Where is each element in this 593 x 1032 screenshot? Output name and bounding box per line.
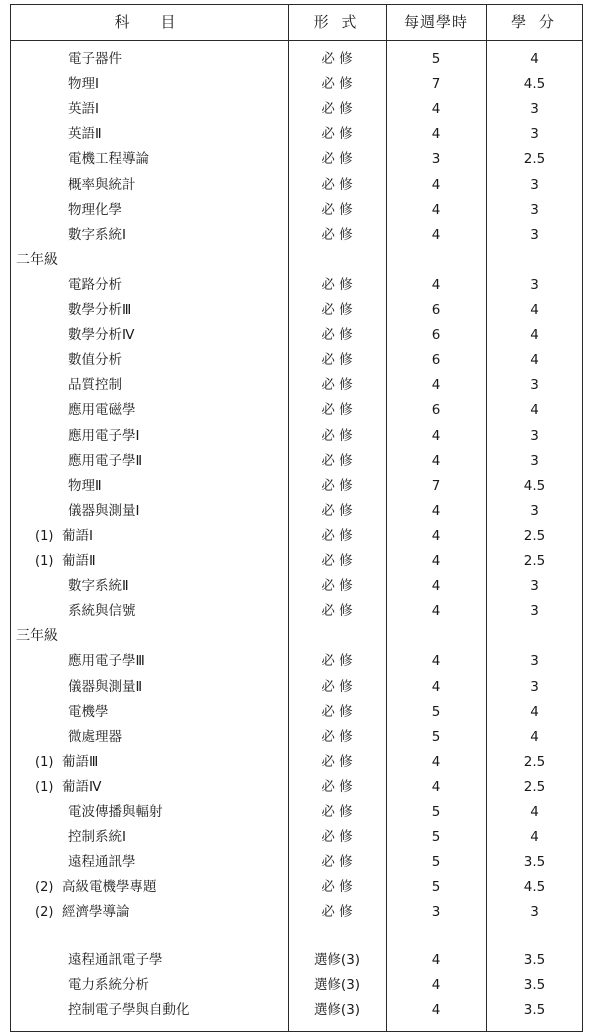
weekly-hours: 4 — [431, 276, 441, 293]
course-credits: 2.5 — [523, 553, 546, 569]
course-credits: 3.5 — [523, 1001, 546, 1018]
course-credits: 2.5 — [523, 778, 546, 795]
table-row — [10, 649, 583, 674]
weekly-hours: 3 — [431, 904, 441, 921]
table-row — [10, 323, 583, 348]
course-type: 必 修 — [321, 377, 353, 394]
table-row — [10, 599, 583, 624]
table-row — [10, 775, 583, 800]
weekly-hours: 4 — [431, 101, 441, 118]
weekly-hours: 6 — [431, 352, 441, 369]
table-row — [10, 398, 583, 423]
row-note: (1) — [35, 554, 54, 569]
table-row — [10, 875, 583, 900]
course-credits: 3.5 — [523, 951, 546, 968]
course-credits: 4 — [530, 804, 539, 820]
course-credits: 3 — [530, 578, 539, 595]
table-row — [10, 973, 583, 998]
course-credits: 2.5 — [523, 527, 546, 544]
row-note: (1) — [35, 754, 54, 770]
course-name: 物理Ⅰ — [68, 76, 99, 93]
course-type: 必 修 — [321, 352, 353, 369]
table-row — [10, 850, 583, 875]
course-credits: 3 — [530, 377, 539, 394]
course-credits: 3 — [530, 101, 539, 118]
course-credits: 4 — [530, 703, 539, 720]
weekly-hours: 4 — [431, 377, 441, 394]
course-name: 電路分析 — [68, 276, 122, 293]
table-row — [10, 147, 583, 172]
course-name: 電力系統分析 — [68, 976, 149, 993]
weekly-hours: 4 — [431, 553, 441, 569]
course-type: 必 修 — [321, 402, 353, 419]
weekly-hours: 5 — [431, 804, 441, 820]
course-name: 英語Ⅱ — [68, 126, 102, 143]
course-type: 選修(3) — [313, 951, 361, 968]
row-note: (2) — [35, 905, 54, 921]
course-credits: 2.5 — [523, 753, 546, 770]
course-name: 應用電子學Ⅲ — [68, 653, 145, 670]
course-credits: 3.5 — [523, 854, 546, 871]
table-row — [10, 549, 583, 574]
course-name: 電機工程導論 — [68, 151, 149, 168]
grade-heading: 二年級 — [16, 251, 58, 268]
course-name: 電子器件 — [68, 51, 122, 67]
course-name: 遠程通訊學 — [68, 854, 136, 871]
course-type: 必 修 — [321, 101, 353, 118]
weekly-hours: 4 — [431, 753, 441, 770]
course-credits: 3 — [530, 226, 539, 243]
course-name: 物理化學 — [68, 201, 122, 218]
table-row — [10, 122, 583, 147]
course-credits: 4 — [530, 51, 539, 67]
weekly-hours: 4 — [431, 653, 441, 670]
weekly-hours: 4 — [431, 1001, 441, 1018]
table-row — [10, 223, 583, 248]
weekly-hours: 4 — [431, 778, 441, 795]
weekly-hours: 7 — [431, 477, 441, 494]
course-credits: 3 — [530, 653, 539, 670]
course-credits: 4.5 — [523, 76, 546, 93]
table-row — [10, 725, 583, 750]
course-credits: 3 — [530, 678, 539, 695]
table-row — [10, 574, 583, 599]
table-row — [10, 72, 583, 97]
course-credits: 3.5 — [523, 976, 546, 993]
course-type: 必 修 — [321, 703, 353, 720]
course-name: 控制系統Ⅰ — [68, 829, 126, 846]
table-row — [10, 800, 583, 825]
course-credits: 4 — [530, 829, 539, 846]
table-row — [10, 948, 583, 973]
course-name: 應用電子學Ⅱ — [68, 452, 143, 469]
course-type: 必 修 — [321, 527, 353, 544]
weekly-hours: 4 — [431, 951, 441, 968]
course-name: 數字系統Ⅰ — [68, 226, 126, 243]
course-credits: 4 — [530, 352, 539, 369]
weekly-hours: 4 — [431, 427, 441, 444]
course-name: 葡語Ⅰ — [62, 527, 93, 544]
course-type: 必 修 — [321, 126, 353, 143]
course-name: 英語Ⅰ — [68, 101, 99, 118]
weekly-hours: 6 — [431, 302, 441, 318]
course-type: 必 修 — [321, 778, 353, 795]
weekly-hours: 4 — [431, 678, 441, 695]
table-row — [10, 449, 583, 474]
course-type: 必 修 — [321, 151, 353, 168]
course-type: 必 修 — [321, 201, 353, 218]
course-name: 微處理器 — [68, 728, 122, 745]
row-note: (1) — [35, 528, 54, 544]
course-name: 儀器與測量Ⅰ — [68, 502, 140, 519]
course-type: 必 修 — [321, 653, 353, 670]
course-type: 必 修 — [321, 502, 353, 519]
table-row — [10, 750, 583, 775]
table-row — [10, 825, 583, 850]
course-name: 應用電磁學 — [68, 402, 136, 419]
header-credits: 學 分 — [511, 13, 558, 31]
course-name: 數學分析Ⅲ — [68, 302, 132, 318]
course-type: 必 修 — [321, 477, 353, 494]
weekly-hours: 4 — [431, 176, 441, 193]
weekly-hours: 5 — [431, 703, 441, 720]
course-name: 品質控制 — [68, 377, 122, 394]
course-credits: 3 — [530, 603, 539, 620]
course-type: 必 修 — [321, 176, 353, 193]
grade-heading: 三年級 — [16, 628, 58, 645]
course-name: 數值分析 — [68, 352, 122, 369]
weekly-hours: 5 — [431, 51, 441, 67]
course-type: 必 修 — [321, 302, 353, 318]
course-type: 選修(3) — [313, 976, 361, 993]
course-name: 系統與信號 — [68, 603, 136, 620]
course-credits: 4 — [530, 728, 539, 745]
course-type: 必 修 — [321, 226, 353, 243]
course-type: 必 修 — [321, 678, 353, 695]
course-type: 選修(3) — [313, 1001, 361, 1018]
weekly-hours: 5 — [431, 728, 441, 745]
course-type: 必 修 — [321, 51, 353, 67]
weekly-hours: 4 — [431, 578, 441, 595]
course-name: 經濟學導論 — [62, 904, 130, 921]
weekly-hours: 4 — [431, 976, 441, 993]
weekly-hours: 4 — [431, 603, 441, 620]
course-name: 應用電子學Ⅰ — [68, 427, 140, 444]
course-name: 概率與統計 — [68, 176, 136, 193]
curriculum-table — [10, 4, 583, 1032]
table-row — [10, 424, 583, 449]
course-credits: 2.5 — [523, 151, 546, 168]
header-bottom-border — [10, 40, 583, 41]
course-credits: 4.5 — [523, 879, 546, 896]
course-credits: 4.5 — [523, 477, 546, 494]
table-row — [10, 97, 583, 122]
course-credits: 3 — [530, 452, 539, 469]
course-name: 物理Ⅱ — [68, 477, 102, 494]
weekly-hours: 5 — [431, 829, 441, 846]
course-credits: 3 — [530, 201, 539, 218]
table-row — [10, 198, 583, 223]
course-name: 葡語Ⅱ — [62, 553, 96, 569]
weekly-hours: 5 — [431, 854, 441, 871]
header-subject: 科 目 — [114, 13, 184, 31]
course-type: 必 修 — [321, 327, 353, 344]
course-name: 控制電子學與自動化 — [68, 1001, 190, 1018]
course-credits: 3 — [530, 126, 539, 143]
weekly-hours: 7 — [431, 76, 441, 93]
header-hours: 每週學時 — [403, 13, 468, 31]
course-credits: 4 — [530, 327, 539, 344]
course-type: 必 修 — [321, 829, 353, 846]
table-row — [10, 700, 583, 725]
table-row — [10, 675, 583, 700]
course-type: 必 修 — [321, 854, 353, 871]
course-type: 必 修 — [321, 603, 353, 620]
weekly-hours: 4 — [431, 226, 441, 243]
weekly-hours: 3 — [431, 151, 441, 168]
weekly-hours: 4 — [431, 452, 441, 469]
table-row — [10, 474, 583, 499]
course-credits: 4 — [530, 302, 539, 318]
course-name: 遠程通訊電子學 — [68, 951, 163, 968]
table-row — [10, 348, 583, 373]
course-type: 必 修 — [321, 553, 353, 569]
row-note: (1) — [35, 779, 54, 795]
course-name: 高級電機學專題 — [62, 879, 157, 896]
course-name: 數學分析Ⅳ — [68, 327, 135, 344]
weekly-hours: 4 — [431, 527, 441, 544]
course-credits: 3 — [530, 276, 539, 293]
course-name: 儀器與測量Ⅱ — [68, 678, 143, 695]
weekly-hours: 4 — [431, 126, 441, 143]
course-credits: 3 — [530, 502, 539, 519]
course-type: 必 修 — [321, 452, 353, 469]
course-name: 葡語Ⅳ — [62, 778, 102, 795]
course-type: 必 修 — [321, 804, 353, 820]
course-type: 必 修 — [321, 728, 353, 745]
course-type: 必 修 — [321, 879, 353, 896]
weekly-hours: 4 — [431, 502, 441, 519]
header-type: 形 式 — [313, 13, 361, 31]
weekly-hours: 6 — [431, 327, 441, 344]
course-name: 數字系統Ⅱ — [68, 578, 129, 595]
row-note: (2) — [35, 880, 54, 896]
course-credits: 3 — [530, 427, 539, 444]
course-type: 必 修 — [321, 427, 353, 444]
course-type: 必 修 — [321, 904, 353, 921]
course-name: 電波傳播與輻射 — [68, 804, 163, 820]
table-row — [10, 273, 583, 298]
course-credits: 4 — [530, 402, 539, 419]
course-type: 必 修 — [321, 578, 353, 595]
weekly-hours: 4 — [431, 201, 441, 218]
course-type: 必 修 — [321, 753, 353, 770]
table-row — [10, 499, 583, 524]
weekly-hours: 5 — [431, 879, 441, 896]
table-row — [10, 47, 583, 72]
weekly-hours: 6 — [431, 402, 441, 419]
table-row — [10, 524, 583, 549]
table-row — [10, 998, 583, 1023]
table-row — [10, 900, 583, 925]
course-type: 必 修 — [321, 276, 353, 293]
table-row — [10, 173, 583, 198]
course-credits: 3 — [530, 904, 539, 921]
course-type: 必 修 — [321, 76, 353, 93]
course-name: 葡語Ⅲ — [62, 753, 99, 770]
table-row — [10, 373, 583, 398]
course-name: 電機學 — [68, 703, 109, 720]
table-row — [10, 298, 583, 323]
course-credits: 3 — [530, 176, 539, 193]
